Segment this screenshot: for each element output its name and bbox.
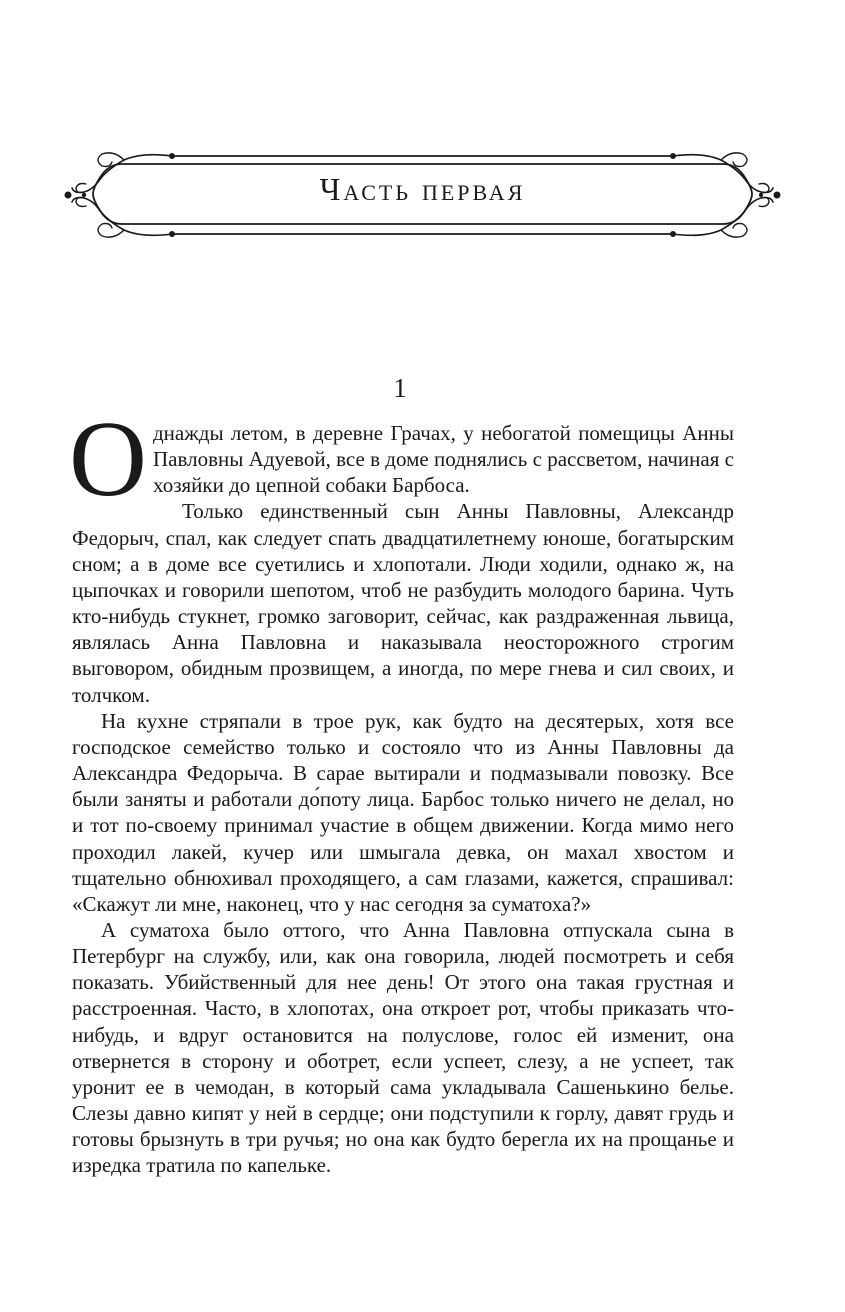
paragraph-text: днажды летом, в деревне Грачах, у небогатой помещицы Анны Павловны Адуевой, все в доме поднялись с рассветом, начиная с хозяйки до цепной собаки Барбоса. (153, 421, 734, 498)
chapter-number: 1 (393, 373, 407, 403)
part-title: Часть первая (319, 171, 526, 207)
paragraph: А суматоха было оттого, что Анна Павловна отпускала сына в Петербург на службу, или, как она говорила, людей посмотреть и себя показать. Убийственный для нее день! От этого она такая грустная и расстроенная. Часто, в хлопотах, она откроет рот, чтобы приказать что-нибудь, и вдруг остановится на полуслове, голос ей изменит, она отвернется в сторону и оботрет, если успеет, слезу, а не успеет, так уронит ее в чемодан, в который сама укладывала Сашенькино белье. Слезы давно кипят у ней в сердце; они подступили к горлу, давят грудь и готовы брызнуть в три ручья; но она как будто берегла их на прощанье и изредка тратила по капельке. (72, 917, 734, 1178)
paragraph: Только единственный сын Анны Павловны, Александр Федорыч, спал, как следует спать двадцатилетнему юноше, богатырским сном; а в доме все суетились и хлопотали. Люди ходили, однако ж, на цыпочках и говорили шепотом, чтоб не разбудить молодого барина. Чуть кто-нибудь стукнет, громко заговорит, сейчас, как раздраженная львица, являлась Анна Павловна и наказывала неосторожного строгим выговором, обидным прозвищем, а иногда, по мере гнева и сил своих, и толчком. (72, 499, 734, 707)
paragraph (69, 400, 734, 519)
paragraph: На кухне стряпали в трое рук, как будто на десятерых, хотя все господское семейство только и состояло что из Анны Павловны да Александра Федорыча. В сарае вытирали и подмазывали повозку. Все были заняты и работали до́поту лица. Барбос только ничего не делал, но и тот по-своему принимал участие в общем движении. Когда мимо него проходил лакей, кучер или шмыгала девка, он махал хвостом и тщательно обнюхивал проходящего, а сам глазами, кажется, спрашивал: «Скажут ли мне, наконец, что у нас сегодня за суматоха?» (72, 708, 734, 916)
chapter-text (69, 400, 734, 1179)
drop-cap: О (69, 400, 147, 519)
